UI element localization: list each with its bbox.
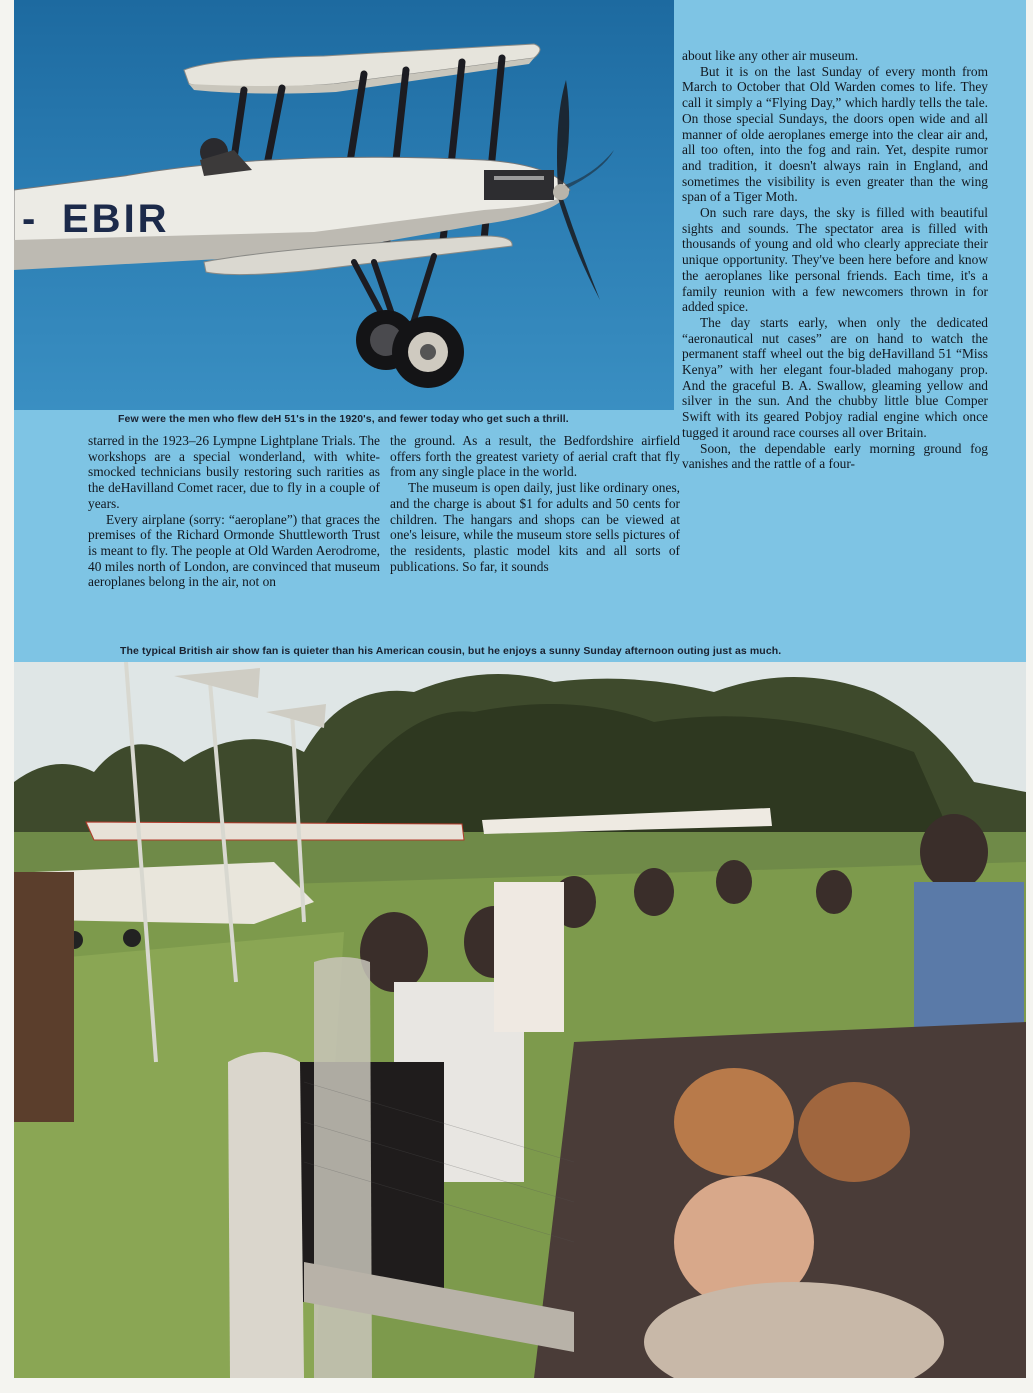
article-column-middle [390, 433, 680, 574]
article-paragraph: The day starts early, when only the dedicated “aeronautical nut cases” are on hand to watch the permanent staff wheel out the big deHavilland 51 “Miss Kenya” with her elegant four-bladed mahogany prop. And the graceful B. A. Swallow, gleaming yellow and silver in the sun. And the chubby little blue Comper Swift with its geared Pobjoy radial engine which once tugged it around race courses all over Britain. [682, 314, 988, 440]
article-paragraph: Soon, the dependable early morning ground fog vanishes and the rattle of a four- [682, 440, 988, 472]
article-paragraph: the ground. As a result, the Bedfordshire airfield offers forth the greatest variety of aerial craft that fly from any single place in the world. [390, 433, 680, 480]
article-column-right [682, 48, 988, 472]
article-paragraph: starred in the 1923–26 Lympne Lightplane Trials. The workshops are a special wonderland, with white-smocked technicians busily restoring such rarities as the deHavilland Comet racer, due to fly in a couple of years. [88, 433, 380, 511]
top-photo-caption: Few were the men who flew deH 51's in the 1920's, and fewer today who get such a thrill. [118, 413, 569, 425]
article-paragraph: On such rare days, the sky is filled with beautiful sights and sounds. The spectator area is filled with thousands of young and old who clearly appreciate their unique opportunity. They've been here before and know the aeroplanes like personal friends. Each time, it's a family reunion with a few newcomers thrown in for added spice. [682, 205, 988, 315]
biplane-photo [14, 0, 674, 410]
blue-page-panel [14, 0, 1026, 1378]
crowd-illustration [14, 662, 1026, 1378]
svg-text:-: - [22, 197, 36, 241]
article-paragraph: But it is on the last Sunday of every month from March to October that Old Warden comes to life. They call it simply a “Flying Day,” which hardly tells the tale. On those special Sundays, the doors open wide and all manner of olde aeroplanes emerge into the clear air and, all too often, into the fog and rain. Yet, despite rumor and tradition, it doesn't always rain in England, and sometimes the visibility is even greater than the wing span of a Tiger Moth. [682, 63, 988, 205]
article-paragraph: The museum is open daily, just like ordinary ones, and the charge is about $1 for adults and 50 cents for children. The hangars and shops can be viewed at one's leisure, while the museum store sells pictures of the residents, plastic model kits and all sorts of publications. So far, it sounds [390, 480, 680, 574]
article-paragraph: Every airplane (sorry: “aeroplane”) that graces the premises of the Richard Ormonde Shuttleworth Trust is meant to fly. The people at Old Warden Aerodrome, 40 miles north of London, are convinced that museum aeroplanes belong in the air, not on [88, 511, 380, 590]
article-column-left [88, 433, 380, 590]
bottom-photo-caption: The typical British air show fan is quieter than his American cousin, but he enjoys a sunny Sunday afternoon outing just as much. [120, 645, 782, 657]
biplane-illustration [14, 0, 674, 410]
article-paragraph: about like any other air museum. [682, 48, 859, 63]
registration-text: EBIR [62, 197, 170, 241]
airshow-crowd-photo [14, 662, 1026, 1378]
